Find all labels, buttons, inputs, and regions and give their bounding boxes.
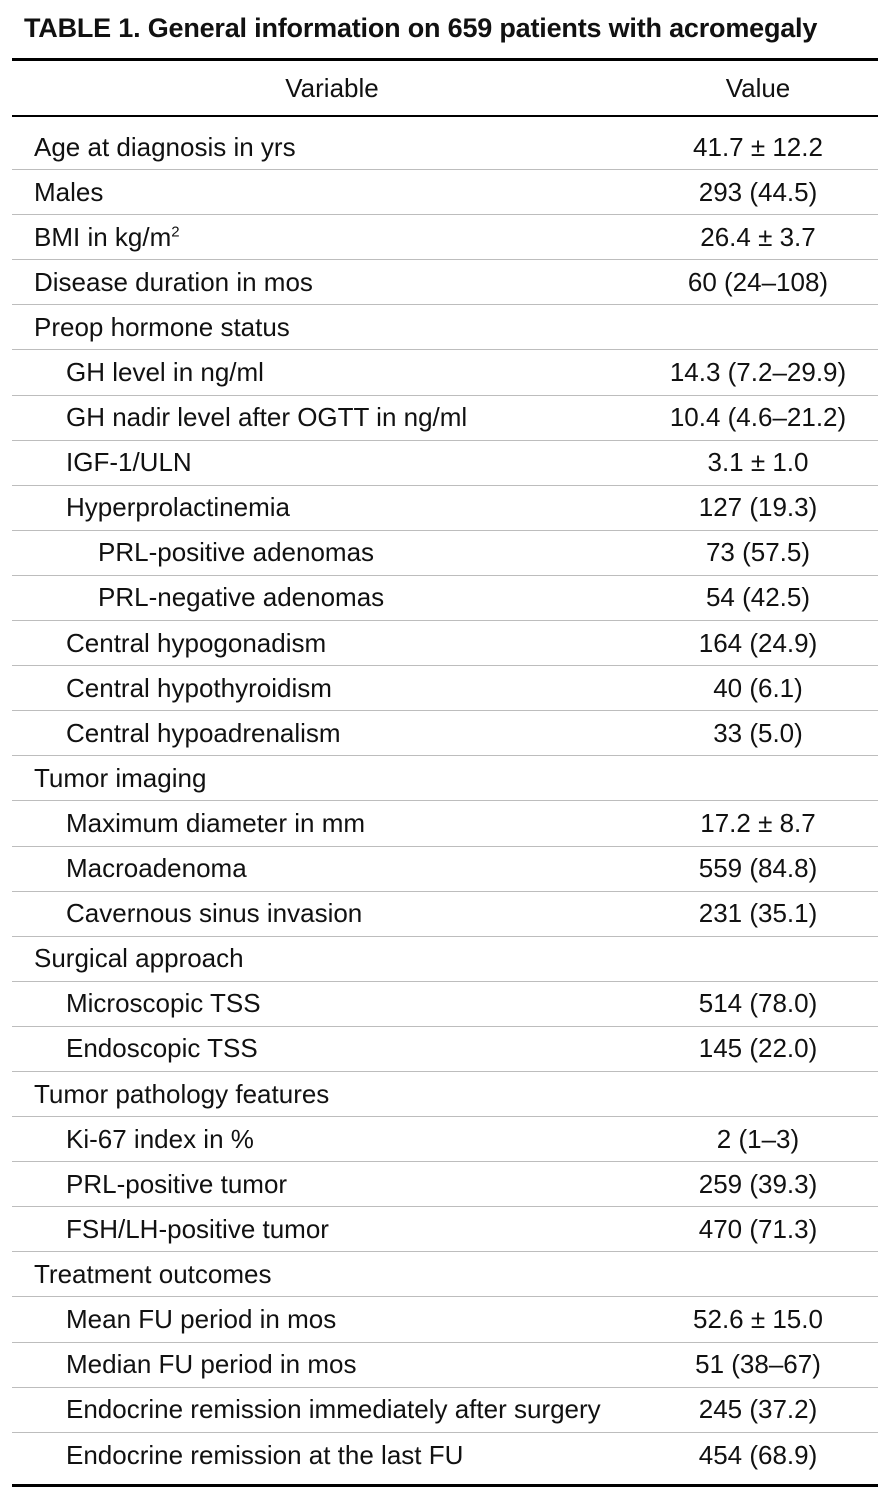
row-label-text: Mean FU period in mos	[66, 1303, 337, 1334]
row-value: 54 (42.5)	[705, 582, 811, 613]
row-label-text: Endocrine remission immediately after surgery	[66, 1394, 601, 1425]
row-value: 51 (38–67)	[695, 1349, 821, 1380]
row-label-text: Endocrine remission at the last FU	[66, 1439, 464, 1470]
row-label-text: Microscopic TSS	[66, 988, 261, 1019]
row-label-text: PRL-positive adenomas	[98, 537, 375, 568]
row-label	[12, 628, 652, 659]
table-row	[12, 1207, 878, 1252]
table-row	[12, 1117, 878, 1162]
row-label	[12, 1304, 652, 1335]
table-row	[12, 576, 878, 621]
table-row	[12, 260, 878, 305]
table-row	[12, 396, 878, 441]
row-label	[12, 1079, 652, 1110]
row-label-text: BMI in kg/m	[34, 221, 172, 252]
table-row	[12, 666, 878, 711]
row-value: 127 (19.3)	[698, 492, 818, 523]
row-label-text: Maximum diameter in mm	[66, 807, 366, 838]
row-label	[12, 267, 652, 298]
row-value: 52.6 ± 15.0	[693, 1303, 823, 1334]
table-row	[12, 305, 878, 350]
row-label-text: GH level in ng/ml	[66, 357, 264, 388]
row-label	[12, 222, 652, 253]
table-row	[12, 711, 878, 756]
row-value: 33 (5.0)	[713, 717, 803, 748]
table-row	[12, 1297, 878, 1342]
row-value: 454 (68.9)	[698, 1439, 818, 1470]
row-label	[12, 582, 652, 613]
row-label-text: Central hypogonadism	[66, 627, 327, 658]
table-row	[12, 1027, 878, 1072]
row-value: 293 (44.5)	[698, 176, 818, 207]
header-value: Value	[725, 72, 791, 103]
row-label	[12, 673, 652, 704]
table-body	[12, 117, 878, 1478]
row-value: 2 (1–3)	[716, 1123, 800, 1154]
header-variable: Variable	[285, 72, 379, 103]
row-value: 259 (39.3)	[698, 1168, 818, 1199]
row-label	[12, 808, 652, 839]
row-label-text: Ki-67 index in %	[66, 1123, 254, 1154]
table-row	[12, 847, 878, 892]
row-label	[12, 357, 652, 388]
row-label	[12, 447, 652, 478]
row-label-text: PRL-negative adenomas	[98, 582, 385, 613]
row-value: 231 (35.1)	[698, 898, 818, 929]
table-title: TABLE 1. General information on 659 patients with acromegaly	[24, 13, 818, 43]
table-row	[12, 892, 878, 937]
row-label-text: IGF-1/ULN	[66, 447, 192, 478]
row-label-text: Central hypothyroidism	[66, 672, 332, 703]
row-value: 10.4 (4.6–21.2)	[669, 402, 847, 433]
row-label	[12, 718, 652, 749]
table-row	[12, 215, 878, 260]
table-row	[12, 170, 878, 215]
row-value: 3.1 ± 1.0	[707, 447, 809, 478]
table-row	[12, 1433, 878, 1478]
row-value: 470 (71.3)	[698, 1213, 818, 1244]
row-label-text: Median FU period in mos	[66, 1349, 357, 1380]
row-label-text: Surgical approach	[34, 943, 244, 974]
table-row	[12, 756, 878, 801]
table-row	[12, 1252, 878, 1297]
row-label	[12, 492, 652, 523]
row-label-text: PRL-positive tumor	[66, 1168, 288, 1199]
row-label-text: Tumor pathology features	[34, 1078, 330, 1109]
row-value: 40 (6.1)	[713, 672, 803, 703]
row-label	[12, 1349, 652, 1380]
table-row	[12, 441, 878, 486]
row-label	[12, 763, 652, 794]
row-label	[12, 853, 652, 884]
table-header-row	[12, 61, 878, 115]
row-value: 26.4 ± 3.7	[700, 221, 816, 252]
row-label	[12, 132, 652, 163]
table-row	[12, 1072, 878, 1117]
row-value: 73 (57.5)	[705, 537, 811, 568]
row-label	[12, 402, 652, 433]
row-value: 17.2 ± 8.7	[700, 807, 816, 838]
row-value: 14.3 (7.2–29.9)	[669, 357, 847, 388]
row-label-text: Preop hormone status	[34, 311, 290, 342]
row-label	[12, 177, 652, 208]
table-row	[12, 621, 878, 666]
row-label-text: Treatment outcomes	[34, 1258, 272, 1289]
row-label-text: Endoscopic TSS	[66, 1033, 258, 1064]
row-label	[12, 943, 652, 974]
row-label	[12, 537, 652, 568]
table-row	[12, 531, 878, 576]
row-label-text: Central hypoadrenalism	[66, 717, 341, 748]
row-label	[12, 1394, 652, 1425]
row-label-text: Age at diagnosis in yrs	[34, 131, 296, 162]
row-label-superscript: 2	[171, 223, 180, 241]
row-label	[12, 1214, 652, 1245]
row-label	[12, 1440, 652, 1471]
row-label-text: Disease duration in mos	[34, 266, 313, 297]
table-row	[12, 801, 878, 846]
row-label	[12, 1033, 652, 1064]
row-value: 514 (78.0)	[698, 988, 818, 1019]
row-value: 60 (24–108)	[687, 266, 829, 297]
row-value: 559 (84.8)	[698, 853, 818, 884]
table-row	[12, 486, 878, 531]
row-label	[12, 1169, 652, 1200]
table-row	[12, 125, 878, 170]
table-row	[12, 937, 878, 982]
row-value: 41.7 ± 12.2	[693, 131, 823, 162]
row-label-text: Hyperprolactinemia	[66, 492, 290, 523]
table-row	[12, 1343, 878, 1388]
row-label-text: Macroadenoma	[66, 853, 247, 884]
row-label	[12, 1259, 652, 1290]
row-label	[12, 898, 652, 929]
row-label-text: GH nadir level after OGTT in ng/ml	[66, 402, 468, 433]
table-row	[12, 982, 878, 1027]
row-label	[12, 988, 652, 1019]
row-value: 145 (22.0)	[698, 1033, 818, 1064]
row-value: 245 (37.2)	[698, 1394, 818, 1425]
row-label-text: Cavernous sinus invasion	[66, 898, 363, 929]
table-bottom-rule	[12, 1484, 878, 1487]
row-label-text: FSH/LH-positive tumor	[66, 1213, 329, 1244]
table-row	[12, 1162, 878, 1207]
row-label	[12, 1124, 652, 1155]
row-label	[12, 312, 652, 343]
table-row	[12, 1388, 878, 1433]
row-label-text: Tumor imaging	[34, 762, 207, 793]
row-value: 164 (24.9)	[698, 627, 818, 658]
row-label-text: Males	[34, 176, 104, 207]
table-row	[12, 350, 878, 395]
